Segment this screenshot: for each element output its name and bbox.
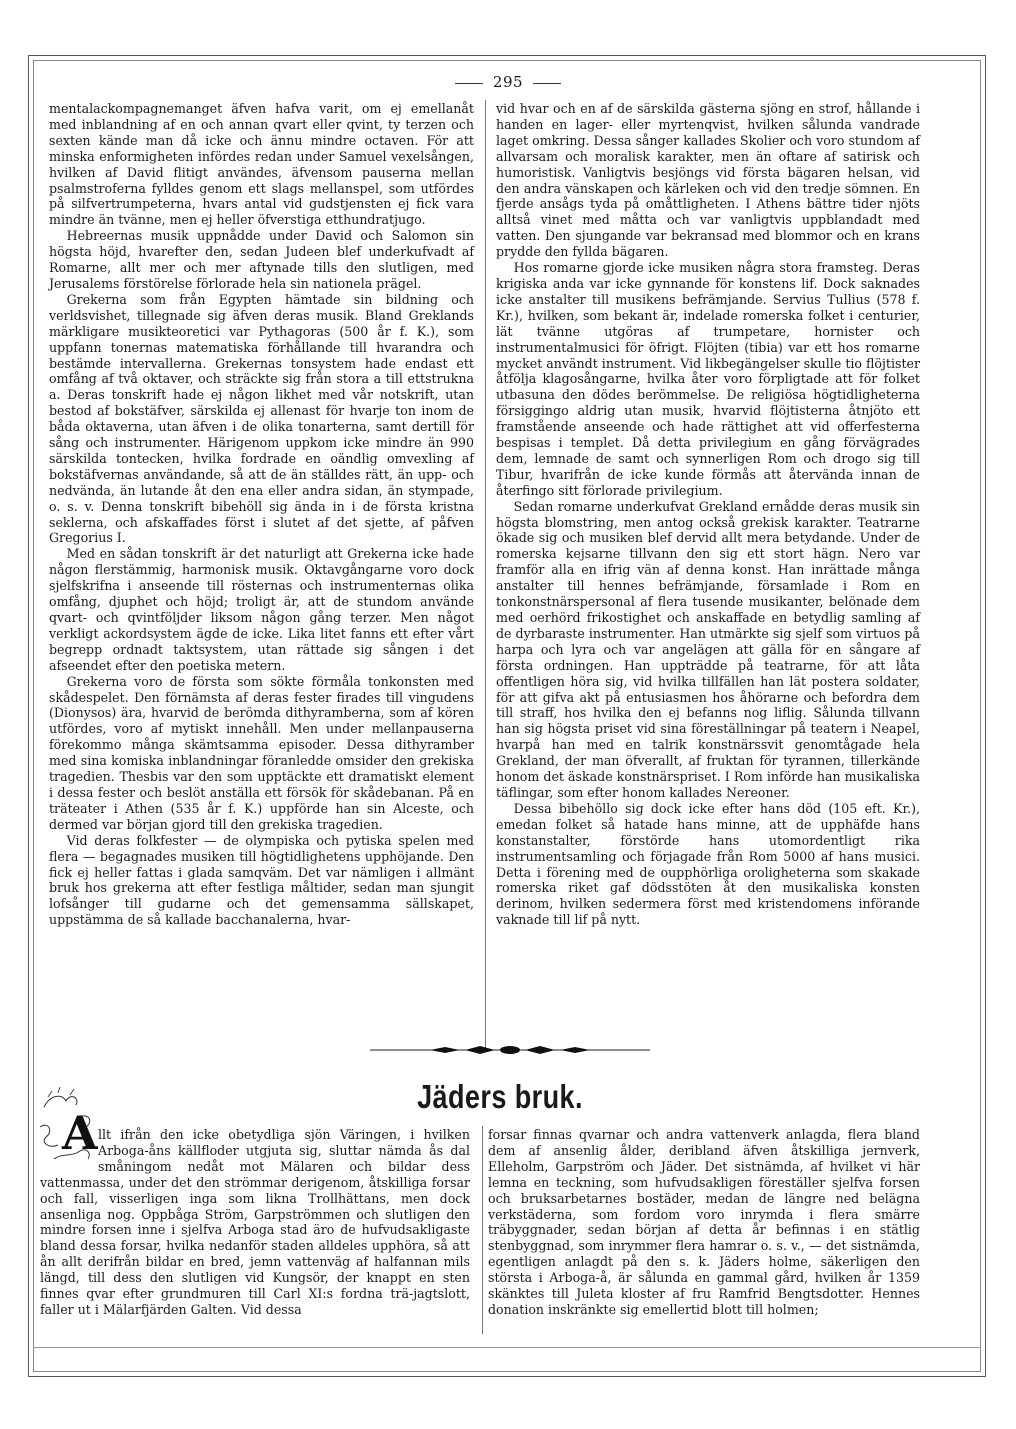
article-left-text: llt ifrån den icke obetydliga sjön Väringen, i hvilken Arboga-åns källfloder utgjuta sig, sluttar nämda ås dal småningom nedåt mot Mälaren och bildar dess vattenmassa, under det den strömmar derigenom, åtskilliga forsar och fall, visserligen inga som likna Trollhättans, men dock ansenliga nog. Oppbåga Ström, Garpströmmen och slutligen den mindre forsen inne i sjelfva Arboga stad äro de hufvudsakligaste bland dessa forsar, hvilka nedanför staden alldeles upphöra, så att ån allt derifrån bildar en bred, jemn vattenväg af halfannan mils längd, till dess den slutligen vid Kungsör, der knappt en sten finnes qvar efter grundmuren till Carl XI:s fordna trä-jagtslott, faller ut i Mälarfjärden Galten. Vid dessa <box>40 1127 470 1317</box>
right-paragraph: Dessa bibehöllo sig dock icke efter hans död (105 eft. Kr.), emedan folket så hatade hans minne, att de upphäfde hans konstanstalter, förstörde hans utomordentligt rika instrumentsamling och förjagade från Rom 5000 af hans musici. Detta i förening med de oupphörliga oroligheterna som skakade romerska riket gaf dödsstöten åt den musikaliska konsten derinom, hvilken sedermera först med kristendomens införande vaknade till lif på nytt. <box>496 800 920 928</box>
page-number: 295 <box>492 73 524 91</box>
initial-spacer <box>40 1127 98 1171</box>
left-paragraph: Vid deras folkfester — de olympiska och pytiska spelen med flera — begagnades musiken till högtidlighetens upphöjande. Den fick ej heller fattas i glada samqväm. Det var nämligen i allmänt bruk hos grekerna att efter festliga måltider, sedan man sjungit lofsånger till gudarne och det gemensamma sällskapet, uppstämma de så kallade bacchanalerna, hvar- <box>49 832 474 928</box>
folio-dash-left <box>455 83 483 84</box>
right-paragraph: Sedan romarne underkufvat Grekland ernådde deras musik sin högsta blomstring, men antog också grekisk karakter. Teatrarne ökade sig och musiken blef dervid allt mera betydande. Under de romerska kejsarne tillvann den sig ett stort hägn. Nero var framför alla en ifrig vän af denna konst. Han inrättade många anstalter till hennes befrämjande, församlade i Rom en tonkonstnärspersonal af flera tusende musikanter, belönade dem med oerhörd frikostighet och anskaffade en betydlig samling af de dyrbaraste instrumenter. Han utmärkte sig sjelf som virtuos på harpa och lyra och var angelägen att gälla för en sångare af första ordningen. Han uppträdde på teatrarne, för att låta offentligen höra sig, vid hvilka tillfällen han lät postera soldater, för att gifva akt på entusiasmen hos åhörarne och befordra dem till straff, hos hvilka den ej befanns nog liflig. Sålunda tillvann han sig högsta priset vid sina föreställningar på teatern i Neapel, hvarpå han med en talrik konstnärssvit genomtågade hela Grekland, der man öfverallt, af fruktan för tyrannen, tillerkände honom det äskade konstnärspriset. I Rom införde han musikaliska täflingar, som efter honom kallades Nereoner. <box>496 498 920 800</box>
right-paragraph: vid hvar och en af de särskilda gästerna sjöng en strof, hållande i handen en lager- eller myrtenqvist, hvilken sålunda vandrade laget omkring. Dessa sånger kallades Skolier och voro stundom af allvarsam och moralisk karakter, men än oftare af satirisk och humoristisk. Vanligtvis besjöngs vid första bägaren helsan, vid den andra vänskapen och kärleken och vid den tredje sömnen. En fjerde ansågs tyda på omåttligheten. I Athens bättre tider njöts alltså vinet med måtta och var vanligtvis uppblandadt med vatten. Den sjungande var bekransad med blommor och en krans prydde den fyllda bägaren. <box>496 101 920 260</box>
article-right-text: forsar finnas qvarnar och andra vattenverk anlagda, flera bland dem af ansenlig ålder, deribland äfven åtskilliga jernverk, Elleholm, Garpström och Jäder. Det sistnämda, af hvilket vi här lemna en teckning, som hufvudsakligen föreställer sjelfva forsen och bruksarbetarnes bostäder, medan de längre ned belägna verkstäderna, som fordom voro inrymda i flera smärre träbyggnader, sedan början af detta år befinnas i en stätlig stenbyggnad, som inrymmer flera hamrar o. s. v., — det sistnämda, egentligen anlagdt på den s. k. Jäders holme, säkerligen den största i Arboga-å, är sålunda en gammal gård, hvilken år 1359 skänktes till Juleta kloster af fru Ramfrid Bengtsdotter. Hennes donation inskränkte sig emellertid blott till holmen; <box>488 1127 920 1317</box>
left-paragraph: Hebreernas musik uppnådde under David och Salomon sin högsta höjd, hvarefter den, sedan Judeen blef underkufvadt af Romarne, allt mer och mer aftynade tills den slutligen, med Jerusalems förstörelse förlorade hela sin nationela prägel. <box>49 228 474 291</box>
left-paragraph: Med en sådan tonskrift är det naturligt att Grekerna icke hade någon flerstämmig, harmonisk musik. Oktavgångarne voro dock sjelfskrifna i anseende till rösternas och instrumenternas olika omfång, djuphet och höjd; troligt är, att de stundom använde qvart- och qvintföljder liksom någon gång terzer. Men något verkligt ackordsystem ägde de icke. Lika litet fanns ett efter vårt begrepp ordnadt taktsystem, utan rättade sig sången i det afseendet efter den poetiska metern. <box>49 546 474 673</box>
initial-letter: A <box>62 1106 98 1160</box>
article-title: Jäders bruk. <box>417 1078 583 1115</box>
article-left-column <box>40 1127 470 1318</box>
left-paragraph: Grekerna voro de första som sökte förmåla tonkonsten med skådespelet. Den förnämsta af deras fester firades till vingudens (Dionysos) ära, hvarvid de berömda dithyramberna, som af kören utfördes, voro af mytiskt innehåll. Men under mellanpauserna förekommo många skämtsamma episoder. Dessa dithyramber med sina komiska inblandningar föranledde omsider den grekiska tragedien. Thesbis var den som upptäckte ett dramatiskt element i dessa fester och beslöt anställa ett försök för skådebanan. På en träteater i Athen (535 år f. K.) uppförde han sin Alceste, och dermed var början gjord till den grekiska tragedien. <box>49 673 474 832</box>
bottom-rule <box>33 1347 981 1348</box>
article-right-column <box>488 1127 920 1318</box>
left-paragraph: mentalackompagnemanget äfven hafva varit, om ej emellanåt med inblandning af en och annan qvart eller qvint, ty terzen och sexten kände man då icke och ännu mindre octaven. För att minska enformigheten infördes redan under Samuel vexelsången, hvilken af David flitigt användes, äfvensom pauserna mellan psalmstroferna fylldes genom ett slags mellanspel, som utfördes på silfvertrumpeterna, hvars antal vid gudstjensten ej fick vara mindre än tvänne, men ej heller öfverstiga etthundratjugo. <box>49 101 474 228</box>
page-number-line <box>0 73 1016 91</box>
folio-dash-right <box>533 83 561 84</box>
left-column <box>49 101 474 928</box>
left-paragraph: Grekerna som från Egypten hämtade sin bildning och verldsvishet, tillegnade sig äfven deras musik. Bland Greklands märkligare musikteoretici var Pythagoras (500 år f. K.), som uppfann tonernas matematiska förhållande till hvarandra och bestämde intervallerna. Grekernas tonsystem hade endast ett omfång af två oktaver, och sträckte sig från stora a till ettstrukna a. Deras tonskrift hade ej någon likhet med vår notskrift, utan bestod af bokstäfver, särskilda ej allenast för hvarje ton inom de båda oktaverna, utan äfven i de olika tonarterna, samt dertill för sång och instrumenter. Härigenom uppkom icke mindre än 990 särskilda tontecken, hvilka fordrade en oändlig omvexling af bokstäfvernas användande, så att de än ställdes rätt, än upp- och nedvända, än lutande åt den ena eller andra sidan, än stympade, o. s. v. Denna tonskrift bibehöll sig ända in i de första kristna seklerna, och afskaffades först i slutet af det sjette, af påfven Gregorius I. <box>49 291 474 546</box>
right-paragraph: Hos romarne gjorde icke musiken några stora framsteg. Deras krigiska anda var icke gynnande för konstens lif. Dock saknades icke anstalter till musikens befrämjande. Servius Tullius (578 f. Kr.), hvilken, som bekant är, indelade romerska folket i centurier, lät tvänne utgöras af trumpetare, hornister och instrumentalmusici för öfrigt. Flöjten (tibia) var ett hos romarne mycket användt instrument. Vid likbegängelser skulle tio flöjtister åtfölja klagosångarne, hvilka åter voro förpligtade att för folket utbasuna den dödes berömmelse. De religiösa högtidligheterna försiggingo aldrig utan musik, hvarvid flöjtisterna åtnjöto ett framstående anseende och hade rättighet att vid offerfesterna bespisas i templet. Då detta privilegium en gång förvägrades dem, lemnade de samt och synnerligen Rom och drogo sig till Tibur, hvarifrån de icke kunde förmås att återvända innan de återfingo sitt förlorade privilegium. <box>496 260 920 498</box>
section-divider-ornament <box>370 1043 650 1057</box>
right-column <box>496 101 920 928</box>
column-divider-bottom <box>482 1126 483 1334</box>
column-divider-top <box>485 100 486 1050</box>
